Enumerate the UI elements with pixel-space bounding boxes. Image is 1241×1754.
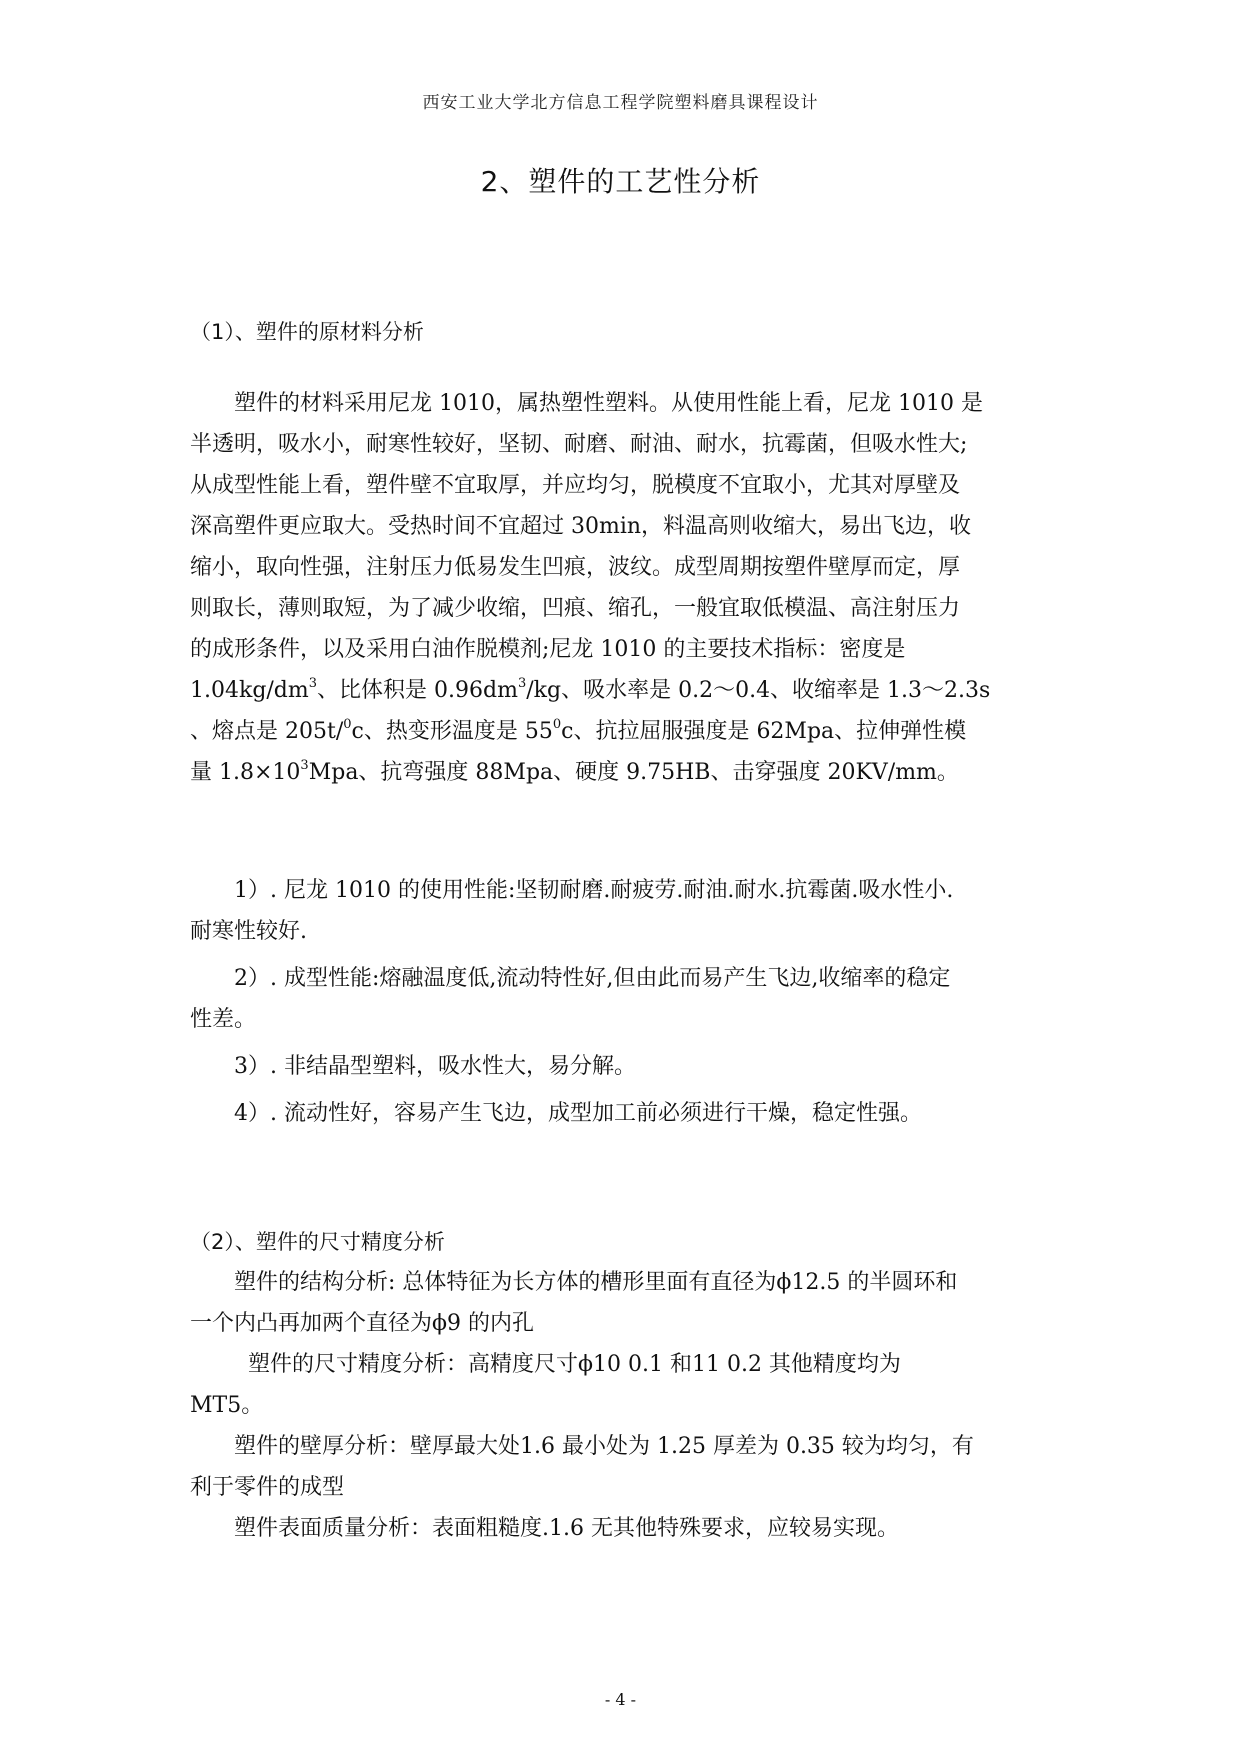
other-properties: Mpa、抗弯强度 88Mpa、硬度 9.75HB、击穿强度 20KV/mm。 bbox=[308, 760, 959, 785]
tensile-strength: c、抗拉屈服强度是 62Mpa、拉伸弹性模 bbox=[561, 719, 967, 744]
heat-deflection: c、热变形温度是 55 bbox=[351, 719, 553, 744]
paragraph-line: 塑件的材料采用尼龙 1010，属热塑性塑料。从使用性能上看，尼龙 1010 是 bbox=[234, 391, 983, 416]
paragraph-line bbox=[190, 711, 1070, 752]
specific-volume: 、比体积是 0.96dm bbox=[317, 678, 518, 703]
density-value: 1.04kg/dm bbox=[190, 678, 309, 703]
page-number: - 4 - bbox=[604, 1690, 637, 1709]
paragraph-line: 利于零件的成型 bbox=[190, 1475, 345, 1500]
paragraph-line: 缩小，取向性强，注射压力低易发生凹痕，波纹。成型周期按塑件壁厚而定，厚 bbox=[190, 555, 961, 580]
paragraph-line: 从成型性能上看，塑件壁不宜取厚，并应均匀，脱模度不宜取小，尤其对厚壁及 bbox=[190, 473, 961, 498]
property-list bbox=[190, 870, 1070, 1134]
paragraph-line: 深高塑件更应取大。受热时间不宜超过 30min，料温高则收缩大，易出飞边，收 bbox=[190, 514, 972, 539]
running-header: 西安工业大学北方信息工程学院塑料磨具课程设计 bbox=[422, 93, 819, 113]
paragraph-line bbox=[190, 670, 1070, 711]
paragraph-line: 塑件的壁厚分析：壁厚最大处1.6 最小处为 1.25 厚差为 0.35 较为均匀，有 bbox=[234, 1434, 974, 1459]
material-analysis-paragraph bbox=[190, 383, 1070, 793]
paragraph-line: 半透明，吸水小，耐寒性较好，坚韧、耐磨、耐油、耐水，抗霉菌，但吸水性大; bbox=[190, 432, 968, 457]
superscript: 3 bbox=[308, 675, 318, 691]
superscript: 0 bbox=[552, 716, 562, 732]
list-item-continuation: 性差。 bbox=[190, 1007, 257, 1032]
melting-point: 、熔点是 205t/ bbox=[190, 719, 344, 744]
paragraph-line: 塑件表面质量分析：表面粗糙度.1.6 无其他特殊要求，应较易实现。 bbox=[234, 1516, 899, 1541]
paragraph-line: 的成形条件，以及采用白油作脱模剂;尼龙 1010 的主要技术指标：密度是 bbox=[190, 637, 906, 662]
list-item: 2）. 成型性能:熔融温度低,流动特性好,但由此而易产生飞边,收缩率的稳定 bbox=[234, 966, 951, 991]
subsection-heading-1: （1）、塑件的原材料分析 bbox=[190, 320, 424, 344]
paragraph-line: 则取长，薄则取短，为了减少收缩，凹痕、缩孔，一般宜取低模温、高注射压力 bbox=[190, 596, 961, 621]
paragraph-line bbox=[190, 752, 1070, 793]
list-item-continuation: 耐寒性较好. bbox=[190, 919, 307, 944]
dimension-analysis-paragraph bbox=[190, 1262, 1070, 1549]
subsection-heading-2: （2）、塑件的尺寸精度分析 bbox=[190, 1230, 445, 1254]
paragraph-line: 塑件的尺寸精度分析：高精度尺寸ϕ10 0.1 和11 0.2 其他精度均为 bbox=[248, 1352, 901, 1377]
paragraph-line: 塑件的结构分析: 总体特征为长方体的槽形里面有直径为ϕ12.5 的半圆环和 bbox=[234, 1270, 958, 1295]
section-title: 2、塑件的工艺性分析 bbox=[480, 165, 761, 198]
absorption-shrinkage: /kg、吸水率是 0.2～0.4、收缩率是 1.3～2.3s bbox=[526, 678, 991, 703]
list-item: 3）. 非结晶型塑料，吸水性大，易分解。 bbox=[234, 1054, 636, 1079]
superscript: 0 bbox=[343, 716, 352, 732]
list-item: 1）. 尼龙 1010 的使用性能:坚韧耐磨.耐疲劳.耐油.耐水.抗霉菌.吸水性小. bbox=[234, 878, 954, 903]
paragraph-line: MT5。 bbox=[190, 1393, 264, 1418]
elastic-modulus: 量 1.8×10 bbox=[190, 760, 301, 785]
superscript: 3 bbox=[517, 675, 527, 691]
paragraph-line: 一个内凸再加两个直径为ϕ9 的内孔 bbox=[190, 1311, 534, 1336]
superscript: 3 bbox=[300, 757, 309, 773]
list-item: 4）. 流动性好，容易产生飞边，成型加工前必须进行干燥，稳定性强。 bbox=[234, 1101, 922, 1126]
